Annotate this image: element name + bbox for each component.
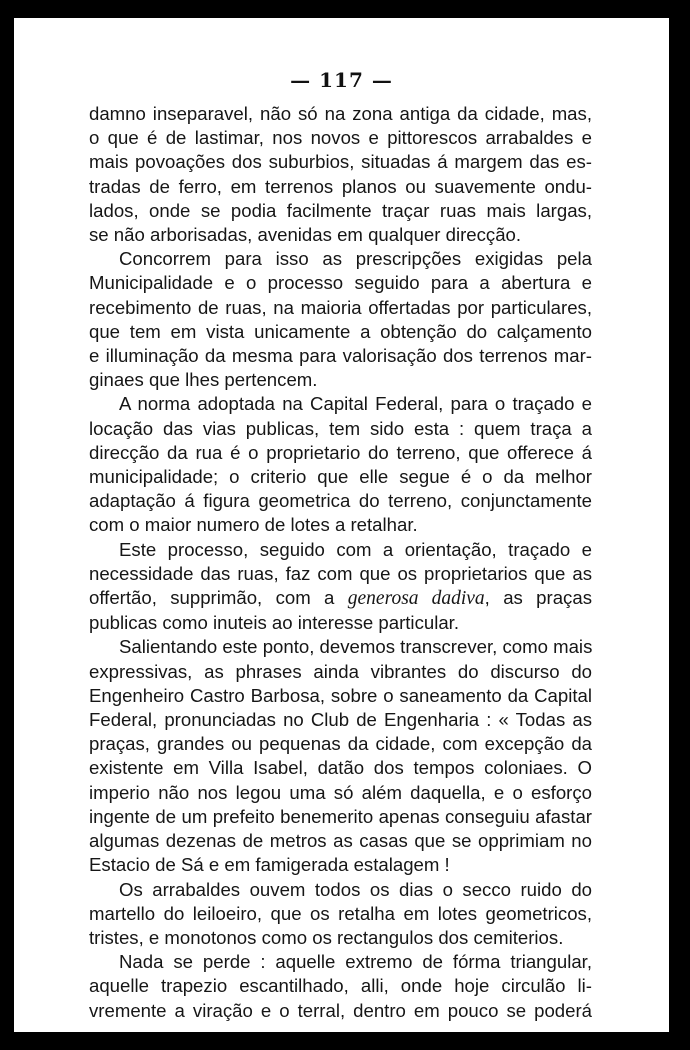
- text-line: tristes, e monotonos como os rectangulos dos cemiterios.: [89, 926, 564, 948]
- text-line: expressivas, as phrases ainda vibrantes do discurso do: [89, 660, 592, 682]
- text-line: que tem em vista unicamente a obtenção do calçamento: [89, 320, 592, 342]
- text-line: Federal, pronunciadas no Club de Engenharia : « Todas as: [89, 709, 592, 731]
- text-line: Engenheiro Castro Barbosa, sobre o saneamento da Capital: [89, 684, 592, 706]
- text-line: se não arborisadas, avenidas em qualquer direcção.: [89, 224, 522, 246]
- text-line: adaptação á figura geometrica do terreno, conjunctamente: [89, 490, 592, 512]
- paragraph: [89, 247, 592, 392]
- text-line: e illuminação da mesma para valorisação dos terrenos mar-: [89, 345, 592, 367]
- text-line: existente em Villa Isabel, datão dos tempos coloniaes. O: [89, 757, 592, 779]
- italic-phrase: generosa dadiva: [347, 588, 485, 610]
- text-line: Os arrabaldes ouvem todos os dias o secco ruido do: [119, 878, 592, 900]
- page-number: — 117 —: [290, 68, 393, 92]
- paragraph: [89, 635, 592, 877]
- text-line: vremente a viração e o terral, dentro em pouco se poderá: [89, 999, 592, 1021]
- text-line: aquelle trapezio escantilhado, alli, onde hoje circulão li-: [89, 975, 592, 997]
- text-line: o que é de lastimar, nos novos e pittorescos arrabaldes e: [89, 127, 592, 149]
- paragraph: [89, 878, 592, 951]
- paragraph: [89, 538, 592, 636]
- text-line: Nada se perde : aquelle extremo de fórma triangular,: [119, 951, 592, 973]
- text-line: Salientando este ponto, devemos transcrever, como mais: [119, 636, 593, 658]
- text-line: algumas dezenas de metros as casas que se opprimiam no: [89, 830, 592, 852]
- text-segment: , as praças: [484, 587, 592, 609]
- paragraph: [89, 950, 592, 1023]
- body-text: [89, 102, 592, 1023]
- text-line: praças, grandes ou pequenas da cidade, com excepção da: [89, 733, 592, 755]
- text-line: damno inseparavel, não só na zona antiga da cidade, mas,: [89, 103, 592, 124]
- text-line: ginaes que lhes pertencem.: [89, 369, 318, 391]
- paragraph: [89, 392, 592, 537]
- text-line: Municipalidade e o processo seguido para a abertura e: [89, 272, 592, 294]
- text-line: mais povoações dos suburbios, situadas á margem das es-: [89, 151, 592, 173]
- text-line: lados, onde se podia facilmente traçar ruas mais largas,: [89, 199, 592, 221]
- text-line: [89, 586, 592, 611]
- text-line: publicas como inuteis ao interesse particular.: [89, 612, 460, 634]
- text-line: municipalidade; o criterio que elle segue é o da melhor: [89, 466, 592, 488]
- text-line: Estacio de Sá e em famigerada estalagem !: [89, 854, 450, 876]
- text-line: direcção da rua é o proprietario do terreno, que offerece á: [89, 441, 592, 463]
- text-line: Este processo, seguido com a orientação, traçado e: [119, 538, 592, 560]
- text-line: com o maior numero de lotes a retalhar.: [89, 514, 418, 536]
- book-page: [14, 18, 669, 1032]
- paragraph: [89, 102, 592, 247]
- text-segment: offertão, supprimão, com a: [89, 587, 348, 609]
- text-line: martello do leiloeiro, que os retalha em lotes geometricos,: [89, 902, 592, 924]
- text-line: tradas de ferro, em terrenos planos ou suavemente ondu-: [89, 175, 592, 197]
- text-line: locação das vias publicas, tem sido esta : quem traça a: [89, 417, 592, 439]
- text-line: imperio não nos legou uma só além daquella, e o esforço: [89, 781, 592, 803]
- text-line: ingente de um prefeito benemerito apenas conseguiu afastar: [89, 805, 592, 827]
- text-line: recebimento de ruas, na maioria offertadas por particulares,: [89, 296, 592, 318]
- text-line: necessidade das ruas, faz com que os proprietarios que as: [89, 562, 592, 584]
- text-line: A norma adoptada na Capital Federal, para o traçado e: [119, 393, 592, 415]
- text-line: Concorrem para isso as prescripções exigidas pela: [119, 248, 592, 270]
